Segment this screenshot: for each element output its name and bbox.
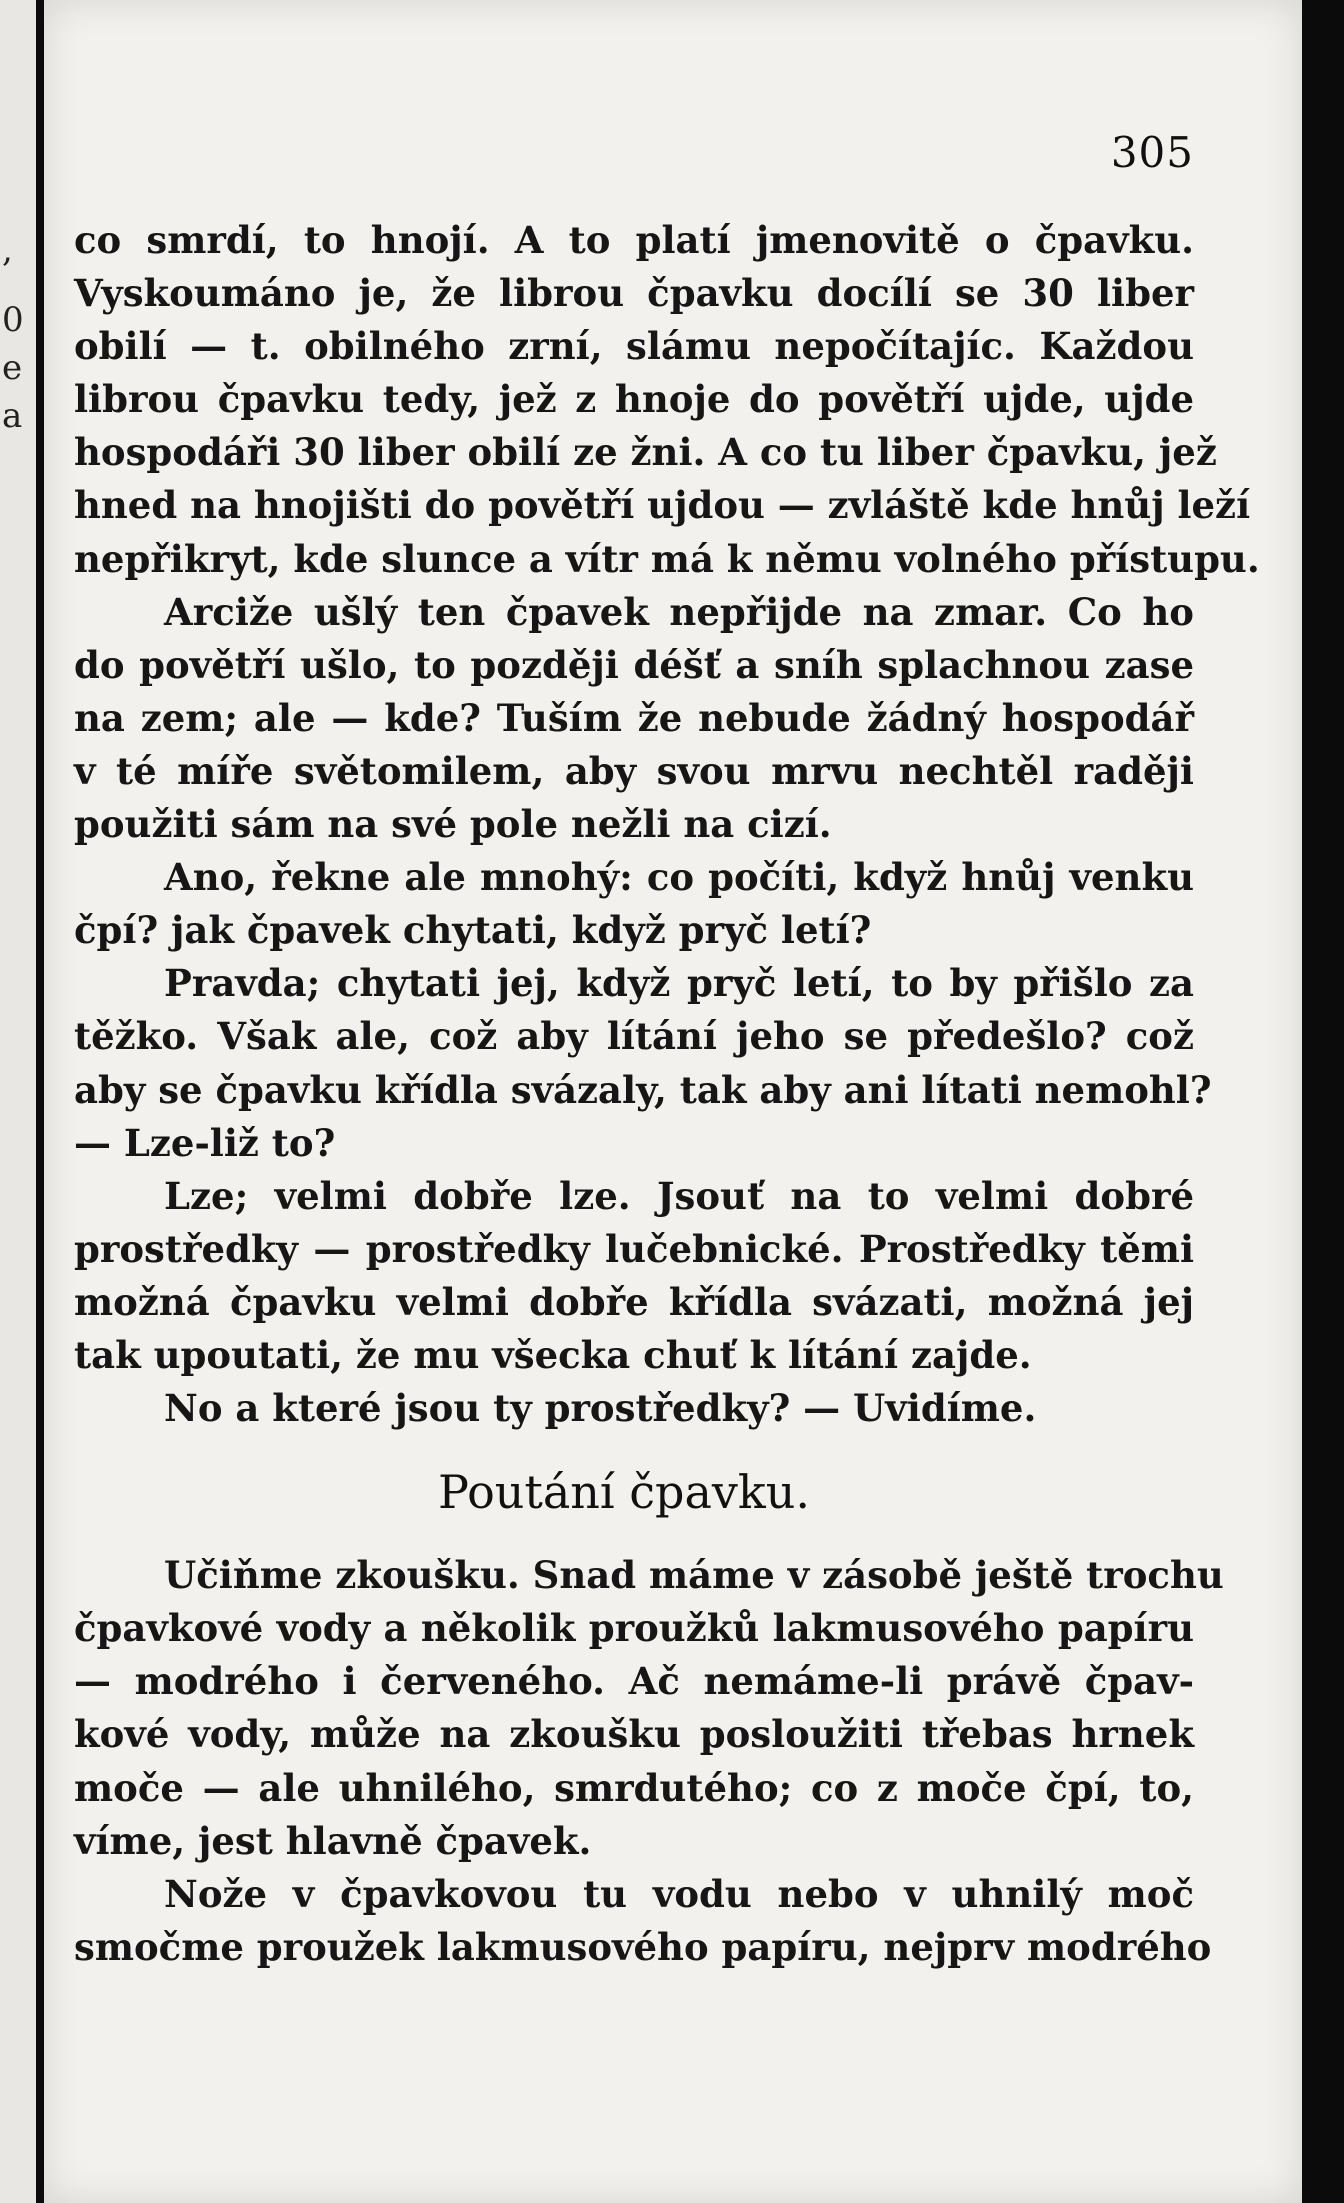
text-line: použiti sám na své pole nežli na cizí. <box>74 802 832 847</box>
text-line: moče — ale uhnilého, smrdutého; co z moče čpí, to, <box>74 1765 1194 1810</box>
text-line: tak upoutati, že mu všecka chuť k lítání zajde. <box>74 1332 1032 1377</box>
text-line: čpavkové vody a několik proužků lakmusového papíru <box>74 1606 1194 1651</box>
text-line: Arciže ušlý ten čpavek nepřijde na zmar. Co ho <box>164 589 1194 634</box>
text-line: čpí? jak čpavek chytati, když pryč letí? <box>74 908 872 953</box>
margin-fragment: a <box>2 396 23 436</box>
text-line: Pravda; chytati jej, když pryč letí, to by přišlo za <box>164 961 1194 1006</box>
text-line: — Lze-liž to? <box>74 1120 336 1165</box>
text-line: Ano, řekne ale mnohý: co počíti, když hnůj venku <box>164 855 1194 900</box>
previous-page-edge <box>0 0 36 2203</box>
margin-fragment: , <box>2 230 13 270</box>
text-line: Nože v čpavkovou tu vodu nebo v uhnilý moč <box>164 1871 1194 1916</box>
text-line: na zem; ale — kde? Tuším že nebude žádný hospodář <box>74 695 1194 740</box>
section-heading: Poutání čpavku. <box>437 1465 811 1520</box>
text-line: v té míře světomilem, aby svou mrvu nechtěl raději <box>74 748 1194 793</box>
text-line: víme, jest hlavně čpavek. <box>74 1818 592 1863</box>
text-line: hospodáři 30 liber obilí ze žni. A co tu liber čpavku, jež <box>74 430 1217 475</box>
text-line: do povětří ušlo, to později déšť a sníh splachnou zase <box>74 642 1194 687</box>
text-line: Vyskoumáno je, že librou čpavku docílí se 30 liber <box>74 271 1194 316</box>
margin-fragment: 0 <box>2 300 24 340</box>
text-line: těžko. Však ale, což aby lítání jeho se předešlo? což <box>74 1014 1194 1059</box>
text-line: prostředky — prostředky lučebnické. Prostředky těmi <box>74 1226 1194 1271</box>
text-line: smočme proužek lakmusového papíru, nejprv modrého <box>74 1924 1212 1969</box>
text-line: aby se čpavku křídla svázaly, tak aby ani lítati nemohl? <box>74 1067 1212 1112</box>
text-line: Učiňme zkoušku. Snad máme v zásobě ještě trochu <box>164 1553 1224 1598</box>
text-line: nepřikryt, kde slunce a vítr má k němu volného přístupu. <box>74 536 1260 581</box>
text-line: co smrdí, to hnojí. A to platí jmenovitě o čpavku. <box>74 218 1194 262</box>
page-number: 305 <box>1110 128 1194 177</box>
text-line: hned na hnojišti do povětří ujdou — zvláště kde hnůj leží <box>74 483 1251 528</box>
text-line: kové vody, může na zkoušku posloužiti třebas hrnek <box>74 1712 1194 1757</box>
margin-fragment: e <box>2 348 23 388</box>
text-line: librou čpavku tedy, jež z hnoje do povětří ujde, ujde <box>74 377 1194 422</box>
text-line: — modrého i červeného. Ač nemáme-li právě čpav- <box>74 1659 1194 1704</box>
text-line: Lze; velmi dobře lze. Jsouť na to velmi dobré <box>164 1173 1194 1218</box>
book-page <box>44 0 1302 2203</box>
body-text <box>74 214 1260 1974</box>
text-line: No a které jsou ty prostředky? — Uvidíme. <box>164 1386 1037 1431</box>
text-line: možná čpavku velmi dobře křídla svázati, možná jej <box>74 1279 1194 1324</box>
text-line: obilí — t. obilného zrní, slámu nepočítajíc. Každou <box>74 324 1194 369</box>
